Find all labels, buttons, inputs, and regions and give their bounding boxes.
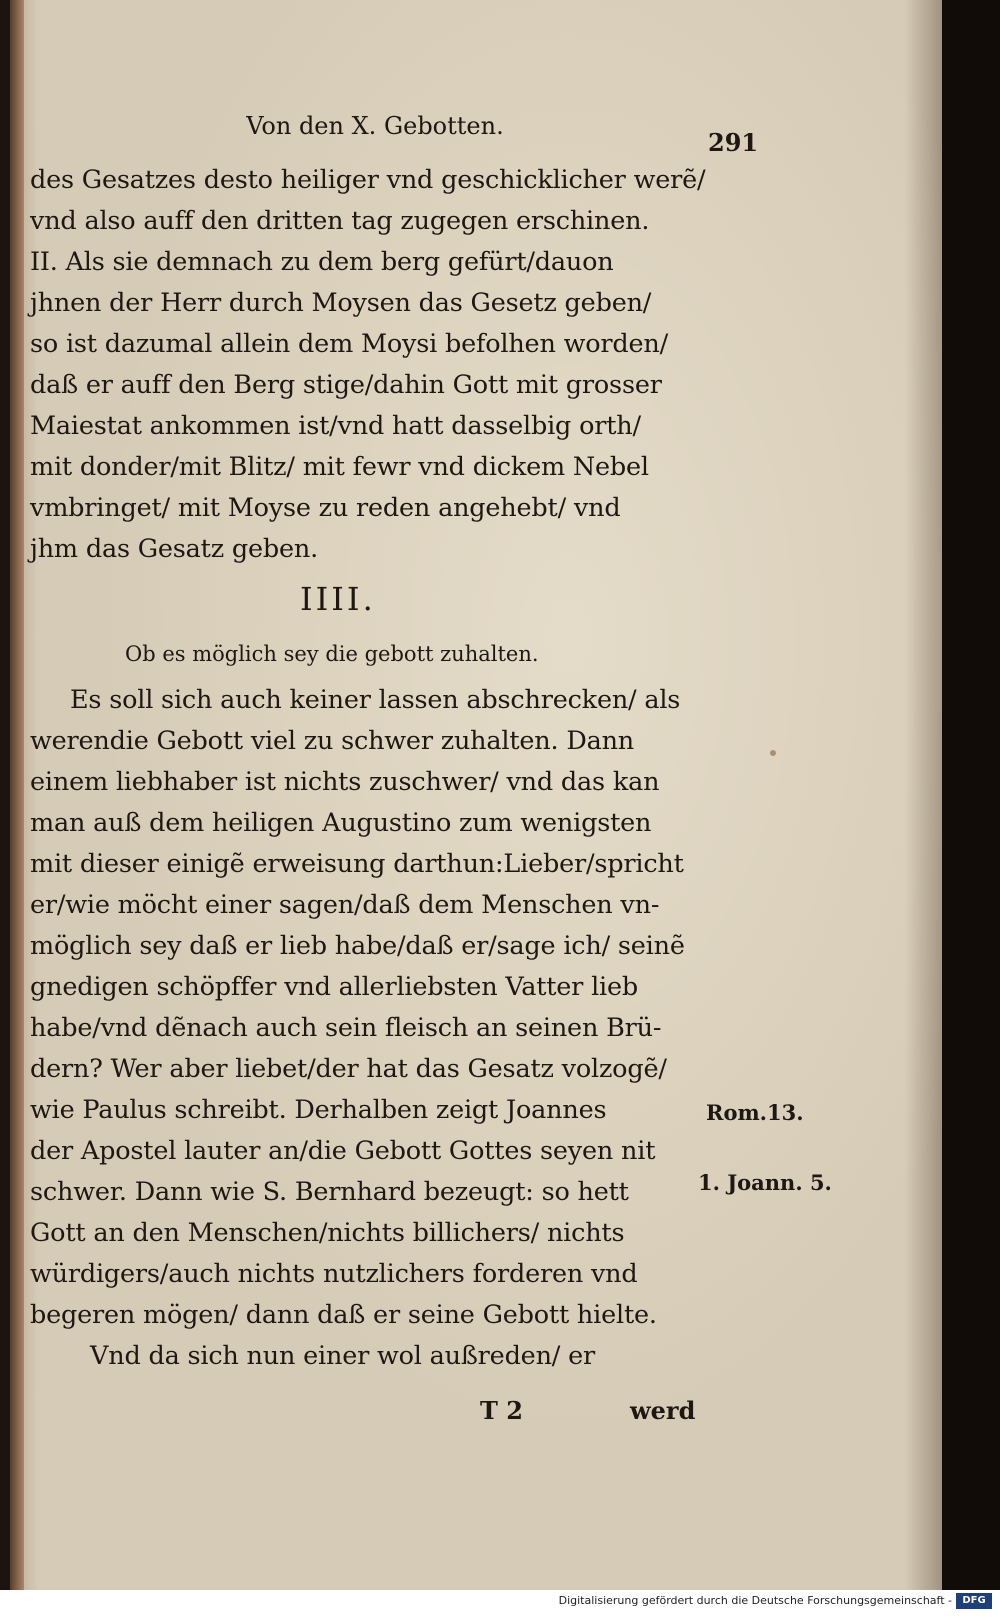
dfg-logo: DFG — [956, 1593, 992, 1609]
text-line: möglich sey daß er lieb habe/daß er/sage ich/ seinẽ — [30, 931, 685, 961]
text-line: einem liebhaber ist nichts zuschwer/ vnd das kan — [30, 767, 660, 797]
section-number: IIII. — [300, 580, 376, 618]
text-line: begeren mögen/ dann daß er seine Gebott hielte. — [30, 1300, 657, 1330]
page-gutter — [10, 0, 24, 1590]
section-title: Ob es möglich sey die gebott zuhalten. — [125, 642, 539, 666]
text-line: Vnd da sich nun einer wol außreden/ er — [90, 1341, 595, 1371]
text-line: habe/vnd dẽnach auch sein fleisch an seinen Brü- — [30, 1013, 662, 1043]
text-line: Es soll sich auch keiner lassen abschrecken/ als — [70, 685, 681, 715]
page-number: 291 — [708, 128, 759, 157]
text-line: würdigers/auch nichts nutzlichers forderen vnd — [30, 1259, 638, 1289]
signature-mark: T 2 — [480, 1396, 523, 1425]
text-line: mit donder/mit Blitz/ mit fewr vnd dickem Nebel — [30, 452, 649, 482]
text-line: vmbringet/ mit Moyse zu reden angehebt/ vnd — [30, 493, 621, 523]
footer-bar — [0, 1590, 1000, 1620]
funding-credit: Digitalisierung gefördert durch die Deutsche Forschungsgemeinschaft - — [558, 1594, 952, 1607]
text-line: werendie Gebott viel zu schwer zuhalten. Dann — [30, 726, 635, 756]
text-line: Gott an den Menschen/nichts billichers/ nichts — [30, 1218, 625, 1248]
scan-background — [942, 0, 1000, 1590]
text-line: daß er auff den Berg stige/dahin Gott mit grosser — [30, 370, 662, 400]
text-line: wie Paulus schreibt. Derhalben zeigt Joannes — [30, 1095, 607, 1125]
paper-stain — [770, 750, 776, 756]
text-line: gnedigen schöpffer vnd allerliebsten Vatter lieb — [30, 972, 639, 1002]
running-head: Von den X. Gebotten. — [246, 112, 504, 140]
text-line: so ist dazumal allein dem Moysi befolhen worden/ — [30, 329, 668, 359]
text-block-section — [30, 680, 700, 1377]
book-page — [10, 0, 942, 1590]
text-line: schwer. Dann wie S. Bernhard bezeugt: so hett — [30, 1177, 629, 1207]
text-line: jhnen der Herr durch Moysen das Gesetz geben/ — [30, 288, 652, 318]
text-line: vnd also auff den dritten tag zugegen erschinen. — [30, 206, 650, 236]
marginal-note: Rom.13. — [706, 1100, 804, 1125]
marginal-note: 1. Joann. 5. — [698, 1170, 832, 1195]
text-line: dern? Wer aber liebet/der hat das Gesatz volzogẽ/ — [30, 1054, 667, 1084]
text-line: II. Als sie demnach zu dem berg gefürt/dauon — [30, 247, 614, 277]
text-line: man auß dem heiligen Augustino zum wenigsten — [30, 808, 652, 838]
text-line: Maiestat ankommen ist/vnd hatt dasselbig orth/ — [30, 411, 641, 441]
text-line: mit dieser einigẽ erweisung darthun:Lieber/spricht — [30, 849, 684, 879]
text-line: er/wie möcht einer sagen/daß dem Menschen vn- — [30, 890, 660, 920]
text-block-top — [30, 160, 706, 570]
text-line: jhm das Gesatz geben. — [30, 534, 319, 564]
text-line: der Apostel lauter an/die Gebott Gottes seyen nit — [30, 1136, 656, 1166]
catchword: werd — [630, 1396, 696, 1425]
text-line: des Gesatzes desto heiliger vnd geschicklicher werẽ/ — [30, 165, 706, 195]
